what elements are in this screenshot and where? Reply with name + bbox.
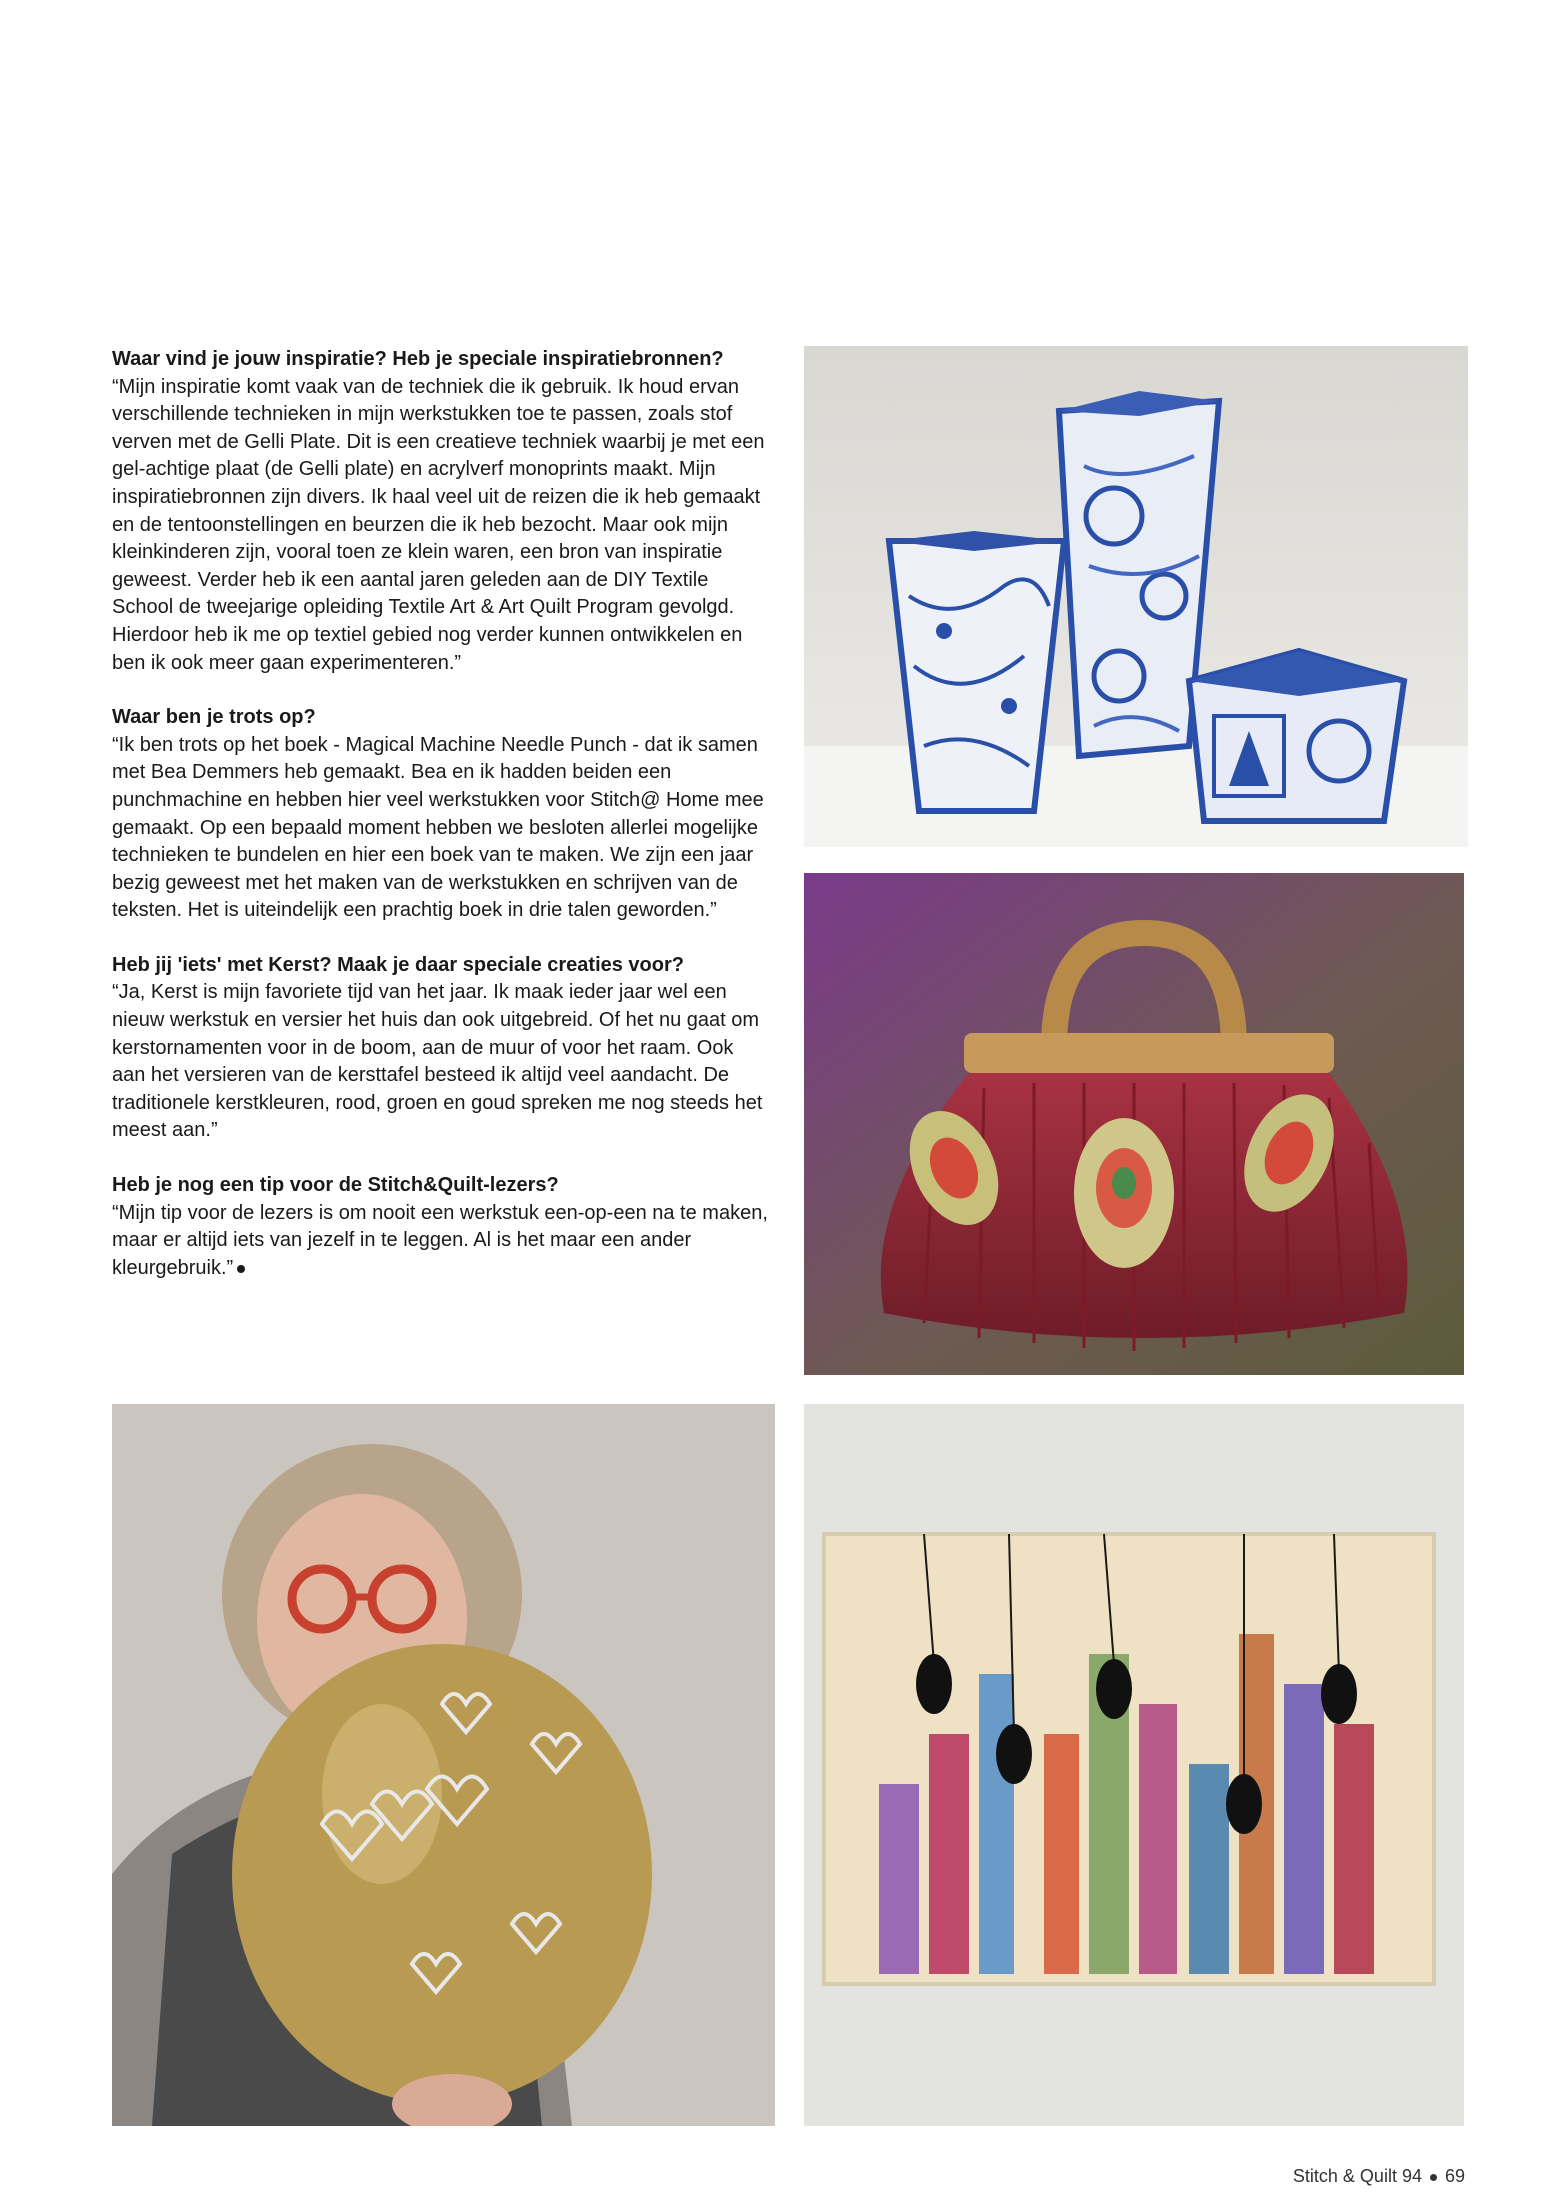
photo-art-quilt: [804, 1404, 1464, 2126]
footer-separator-dot: [1430, 2174, 1437, 2181]
page-number: 69: [1444, 2166, 1465, 2186]
qa-proud: [112, 704, 772, 925]
answer-text: “Ja, Kerst is mijn favoriete tijd van het jaar. Ik maak ieder jaar wel een nieuw werkstuk en versier het huis dan ook uitgebreid. Of het nu gaat om kerstornamenten voor in de boom, aan de muur of voor het raam. Ook aan het versieren van de kersttafel besteed ik altijd veel aandacht. De traditionele kerstkleuren, rood, groen en goud spreken me nog steeds het meest aan.”: [112, 981, 763, 1142]
photo-artist-portrait: [112, 1404, 775, 2126]
qa-christmas: [112, 952, 772, 1145]
answer-text: “Mijn tip voor de lezers is om nooit een werkstuk een-op-een na te maken, maar er altijd iets van jezelf in te leggen. Al is het maar een ander kleurgebruik.”: [112, 1201, 768, 1279]
vases-illustration: [804, 346, 1468, 847]
answer-text: “Ik ben trots op het boek - Magical Machine Needle Punch - dat ik samen met Bea Demmers heb gemaakt. Bea en ik hadden beiden een punchmachine en hebben hier veel werkstukken voor Stitch@ Home mee gemaakt. Op een bepaald moment hebben we besloten allerlei mogelijke technieken te bundelen en hier een boek van te maken. We zijn een jaar bezig geweest met het maken van de werkstukken en schrijven van de teksten. Het is uiteindelijk een prachtig boek in drie talen geworden.”: [112, 733, 764, 922]
question-heading: Waar ben je trots op?: [112, 706, 316, 729]
answer-text: “Mijn inspiratie komt vaak van de techniek die ik gebruik. Ik houd ervan verschillende technieken in mijn werkstukken toe te passen, zoals stof verven met de Gelli Plate. Dit is een creatieve techniek waarbij je met een gel-achtige plaat (de Gelli plate) en acrylverf monoprints maakt. Mijn inspiratiebronnen zijn divers. Ik haal veel uit de reizen die ik heb gemaakt en de tentoonstellingen en beurzen die ik heb bezocht. Maar ook mijn kleinkinderen zijn, vooral toen ze klein waren, een bron van inspiratie geweest. Verder heb ik een aantal jaren geleden aan de DIY Textile School de tweejarige opleiding Textile Art & Art Quilt Program gevolgd. Hierdoor heb ik me op textiel gebied nog verder kunnen ontwikkelen en ben ik ook meer gaan experimenteren.”: [112, 375, 765, 674]
qa-tip: [112, 1172, 772, 1282]
qa-inspiration: [112, 346, 772, 677]
answer-text-wrap: [112, 1200, 772, 1283]
bag-illustration: [804, 873, 1464, 1375]
question-heading: Waar vind je jouw inspiratie? Heb je speciale inspiratiebronnen?: [112, 348, 724, 370]
portrait-illustration: [112, 1404, 775, 2126]
question-heading: Heb jij 'iets' met Kerst? Maak je daar speciale creaties voor?: [112, 953, 684, 976]
quilt-illustration: [804, 1404, 1464, 2126]
magazine-name: Stitch & Quilt 94: [1292, 2166, 1422, 2186]
end-of-article-dot: [237, 1265, 245, 1273]
photo-peacock-bag: [804, 873, 1464, 1375]
page-footer: [1293, 2166, 1465, 2187]
article-text: [112, 346, 772, 1309]
question-heading: Heb je nog een tip voor de Stitch&Quilt-lezers?: [112, 1174, 559, 1197]
photo-delft-vases: [804, 346, 1468, 847]
